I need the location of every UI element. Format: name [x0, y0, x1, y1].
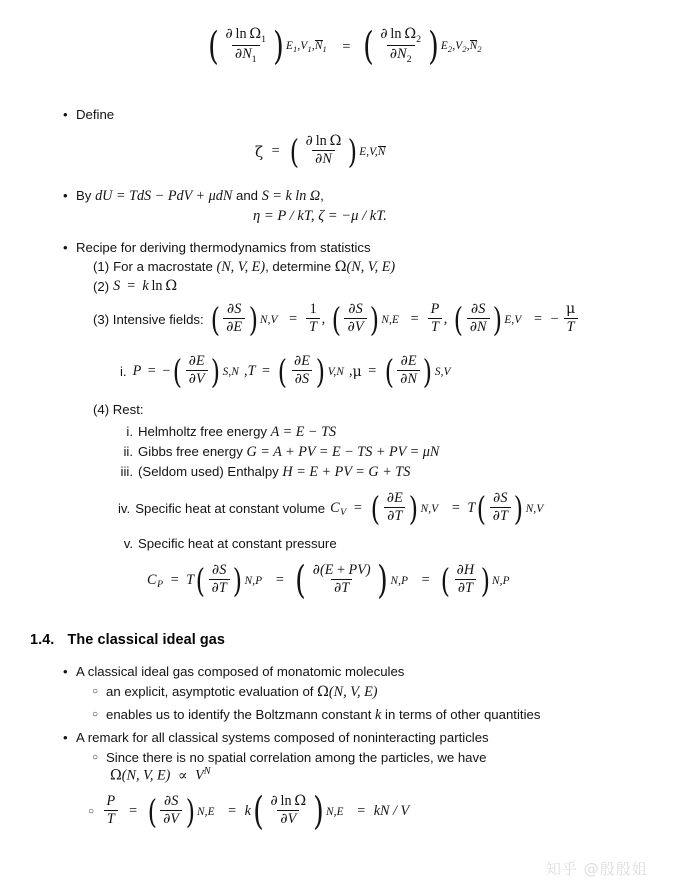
first-law-expression: dU = TdS − PdV + μdN [95, 188, 233, 204]
section-heading [30, 632, 225, 648]
entropy-definition: S = k ln Ω [113, 278, 178, 294]
explicit-evaluation-label: an explicit, asymptotic evaluation of [106, 684, 318, 699]
section-number: 1.4. [30, 632, 55, 648]
gibbs-expression: G = A + PV = E − TS + PV = μN [246, 444, 440, 460]
roman-numeral-v: v. [123, 536, 133, 551]
right-paren-icon: ) [369, 299, 380, 339]
bullet-dot-icon: • [63, 240, 68, 255]
no-spatial-correlation-label: Since there is no spatial correlation among the particles, we have [106, 750, 487, 765]
equals-sign: = [410, 311, 419, 328]
bullet-explicit-evaluation [92, 683, 378, 701]
left-paren-icon: ( [147, 791, 157, 831]
dS-dT: $\frac{\partial S}{\partial T}$ [209, 563, 230, 597]
bullet-dot-icon: • [63, 188, 68, 203]
d-EplusPV-dT: $\frac{\partial(E + PV)}{\partial T}$ [312, 561, 371, 596]
equals-sign: = [170, 572, 179, 589]
equals-sign: = [147, 363, 156, 380]
equation-specific-heat-volume [118, 488, 544, 528]
subscript-NE: N,E [381, 313, 400, 326]
step-1-content [113, 258, 395, 276]
left-paren-icon: ( [362, 24, 374, 69]
equation-equality-chemical-potential [206, 24, 482, 69]
macrostate-tuple: (N, V, E) [216, 259, 266, 275]
bullet-dot-icon: • [63, 730, 68, 745]
subscript-NV: N,V [259, 313, 278, 326]
dE-dN-group [383, 351, 451, 391]
rest-item-gibbs [118, 443, 439, 461]
bullet-remark-noninteracting [63, 729, 489, 746]
step-4-label: (4) Rest: [93, 402, 144, 417]
bullet-circle-icon: ○ [88, 805, 95, 817]
intensive-term-1 [209, 299, 278, 339]
step-1-text-b: , determine [265, 259, 335, 274]
bullet-define [63, 106, 114, 123]
left-paren-icon: ( [208, 24, 219, 69]
right-paren-icon: ) [492, 299, 503, 339]
explicit-evaluation-content [106, 683, 378, 701]
subscript-NP: N,P [244, 574, 263, 587]
by-prefix: By [76, 188, 96, 203]
right-paren-icon: ) [312, 789, 324, 834]
right-paren-icon: ) [316, 351, 326, 391]
helmholtz-label: Helmholtz free energy [138, 424, 271, 439]
subscript-lhs: $E_1,V_1,N_1$ [285, 40, 327, 55]
dS-dE: $\frac{\partial S}{\partial E}$ [223, 302, 245, 336]
equation-energy-conjugates [120, 351, 451, 391]
dH-dT: $\frac{\partial H}{\partial T}$ [456, 561, 475, 596]
left-paren-icon: ( [173, 351, 183, 391]
equals-sign: = [271, 143, 280, 160]
list-item-step-4 [93, 401, 144, 418]
step-1-number: (1) [93, 259, 110, 274]
bullet-ideal-gas-monatomic [63, 663, 404, 680]
roman-numeral-iv: iv. [118, 501, 131, 517]
right-paren-icon: ) [427, 24, 439, 69]
subscript-SV: S,V [434, 365, 451, 378]
roman-numeral-i: i. [126, 424, 133, 439]
dlnOmega-dV-group [251, 789, 344, 834]
equals-sign: = [289, 311, 298, 328]
subscript-NP: N,P [492, 574, 510, 587]
bullet-circle-icon: ○ [92, 709, 99, 720]
dE-dT-group [369, 488, 439, 528]
cp-label: Specific heat at constant pressure [138, 536, 337, 551]
enthalpy-content [138, 463, 410, 481]
dE-dT: $\frac{\partial E}{\partial T}$ [384, 491, 406, 525]
cp-symbol: CP [147, 571, 164, 591]
bullet-recipe [63, 239, 371, 256]
subscript-rhs: $E_2,V_2,N_2$ [440, 40, 482, 55]
partial-derivative-lhs: $\frac{\partial \ln \Omega_1}{\partial N_1}$ [225, 25, 267, 65]
one-over-T: $\frac{1}{T}$ [306, 302, 320, 336]
step-3-label: (3) Intensive fields: [93, 312, 204, 328]
enthalpy-expression: H = E + PV = G + TS [282, 464, 411, 480]
rest-item-helmholtz [118, 423, 336, 441]
right-paren-icon: ) [409, 488, 419, 528]
dS-dT-group [194, 560, 263, 600]
rest-item-enthalpy [118, 463, 410, 481]
dS-dV: $\frac{\partial S}{\partial V}$ [344, 302, 366, 336]
roman-numeral-i: i. [120, 364, 127, 380]
left-paren-icon: ( [289, 131, 300, 171]
left-paren-icon: ( [384, 351, 394, 391]
comma: , [321, 311, 326, 328]
rest-item-specific-heat-pressure [118, 535, 337, 552]
P-over-T: $\frac{P}{T}$ [428, 302, 443, 336]
omega-proportional-expression: Ω(N, V, $E) \propto V^N$ [110, 766, 211, 784]
comma: , [443, 311, 448, 328]
T-prefix: T [186, 572, 195, 589]
bullet-dot-icon: • [63, 107, 68, 122]
temperature-symbol: T [247, 363, 256, 380]
equals-sign: = [261, 363, 270, 380]
bullet-dot-icon: • [63, 664, 68, 679]
bullet-no-spatial-correlation [92, 749, 486, 766]
dE-dN: $\frac{\partial E}{\partial N}$ [397, 354, 420, 388]
ideal-gas-monatomic-label: A classical ideal gas composed of monatomic molecules [76, 664, 405, 679]
bullet-by-du-content [76, 187, 324, 205]
step-2-number: (2) [93, 279, 110, 294]
pressure-symbol: P [132, 363, 142, 380]
list-item-step-1 [93, 258, 395, 276]
right-paren-icon: ) [210, 351, 221, 391]
left-paren-icon: ( [454, 299, 464, 339]
cv-symbol: CV [330, 499, 347, 519]
mu-over-T: $\frac{\mu}{T}$ [563, 302, 578, 336]
dE-dV: $\frac{\partial E}{\partial V}$ [186, 354, 208, 388]
cv-label: Specific heat at constant volume [135, 501, 326, 517]
minus-sign: − [550, 311, 559, 328]
T-prefix: T [467, 500, 476, 517]
equals-sign: = [129, 803, 138, 820]
boltzmann-text-b: in terms of other quantities [381, 707, 541, 722]
equation-omega-proportional [110, 766, 211, 785]
equals-sign: = [228, 803, 237, 820]
boltzmann-coefficient: k [244, 803, 251, 820]
minus-sign: − [162, 363, 171, 380]
roman-numeral-ii: ii. [123, 444, 133, 459]
omega-function: Ω(N, V, E) [334, 259, 396, 275]
right-paren-icon: ) [233, 560, 243, 600]
gibbs-content [138, 443, 439, 461]
section-title: The classical ideal gas [67, 632, 225, 648]
right-paren-icon: ) [347, 131, 357, 171]
mu-symbol: μ [352, 363, 362, 380]
left-paren-icon: ( [371, 488, 381, 528]
dE-dV-group [171, 351, 240, 391]
right-paren-icon: ) [377, 558, 388, 603]
comma: , [348, 363, 353, 380]
eta-zeta-expression: η = P / kT, ζ = −μ / kT. [253, 208, 387, 224]
subscript-NE: N,E [325, 805, 344, 818]
left-paren-icon: ( [210, 299, 220, 339]
helmholtz-content [138, 423, 336, 441]
comma: , [320, 188, 324, 203]
equation-specific-heat-pressure [147, 558, 510, 603]
left-paren-icon: ( [195, 560, 206, 600]
dH-dT-group [439, 560, 510, 600]
left-paren-icon: ( [253, 789, 264, 834]
intensive-term-3 [452, 299, 522, 339]
right-paren-icon: ) [272, 24, 284, 69]
gibbs-label: Gibbs free energy [138, 444, 247, 459]
subscript-EV: E,V [504, 313, 522, 326]
equation-zeta-definition [255, 131, 386, 171]
boltzmann-text-a: enables us to identify the Boltzmann constant [106, 707, 376, 722]
boltzmann-k-symbol: k [375, 707, 382, 723]
dlnOmega-dV: $\frac{\text{∂ ln Ω}}{\partial V}$ [270, 792, 307, 827]
enthalpy-label: (Seldom used) Enthalpy [138, 464, 283, 479]
subscript-NV: N,V [420, 502, 439, 515]
equals-sign: = [451, 500, 460, 517]
partial-derivative-rhs: $\frac{\partial \ln \Omega_2}{\partial N_2}$ [380, 25, 422, 65]
paren-group-right [361, 24, 482, 69]
equals-sign: = [353, 500, 362, 517]
dS-dV-group [146, 791, 215, 831]
bullet-circle-icon: ○ [92, 686, 99, 697]
subscript-VN: V,N [327, 365, 344, 378]
bullet-by-du [63, 187, 324, 205]
list-item-step-2 [93, 278, 177, 295]
roman-numeral-iii: iii. [120, 464, 133, 479]
P-over-T: $\frac{P}{T}$ [104, 794, 119, 828]
subscript-NE: N,E [196, 805, 215, 818]
equals-sign: = [342, 38, 351, 55]
equals-sign: = [357, 803, 366, 820]
left-paren-icon: ( [278, 351, 288, 391]
right-paren-icon: ) [248, 299, 258, 339]
partial-derivative: $\frac{\text{∂ ln Ω}}{\partial N}$ [305, 132, 342, 167]
dE-dS-group [276, 351, 344, 391]
equation-eta-zeta-values [253, 208, 387, 225]
subscript-NP: N,P [390, 574, 409, 587]
left-paren-icon: ( [331, 299, 342, 339]
and-connector: and [232, 188, 262, 203]
subscript-evn: E,V,N [359, 145, 386, 158]
equals-sign: = [533, 311, 542, 328]
bullet-define-label: Define [76, 107, 115, 122]
dE-dS: $\frac{\partial E}{\partial S}$ [291, 354, 313, 388]
step-1-text-a: For a macrostate [113, 259, 217, 274]
right-paren-icon: ) [423, 351, 433, 391]
boltzmann-entropy-expression: S = k ln Ω [261, 188, 321, 204]
subscript-NV: N,V [525, 502, 544, 515]
right-paren-icon: ) [480, 560, 490, 600]
left-paren-icon: ( [440, 560, 451, 600]
dS-dT-group [475, 488, 544, 528]
omega-function: Ω(N, V, E) [317, 684, 378, 700]
equation-pressure-over-temperature [88, 789, 410, 834]
paren-group [288, 131, 386, 171]
comma: , [244, 363, 248, 380]
intensive-term-2 [330, 299, 400, 339]
ideal-gas-result: kN / V [373, 803, 410, 820]
bullet-boltzmann-constant [92, 706, 540, 724]
zeta-symbol: ζ [255, 142, 264, 161]
equation-intensive-fields [93, 299, 580, 339]
right-paren-icon: ) [514, 488, 524, 528]
bullet-circle-icon: ○ [92, 752, 99, 763]
bullet-recipe-label: Recipe for deriving thermodynamics from statistics [76, 240, 371, 255]
dS-dT: $\frac{\partial S}{\partial T}$ [490, 491, 511, 525]
right-paren-icon: ) [185, 791, 195, 831]
helmholtz-expression: A = E − TS [270, 424, 337, 440]
subscript-SN: S,N [222, 365, 240, 378]
left-paren-icon: ( [477, 488, 487, 528]
d-E-plus-PV-dT-group [293, 558, 409, 603]
watermark: 知乎 @殷殷姐 [546, 860, 648, 878]
equals-sign: = [275, 572, 284, 589]
dS-dV: $\frac{\partial S}{\partial V}$ [160, 794, 182, 828]
equals-sign: = [421, 572, 430, 589]
equals-sign: = [368, 363, 377, 380]
paren-group-left [206, 24, 327, 69]
remark-noninteracting-label: A remark for all classical systems composed of noninteracting particles [76, 730, 489, 745]
dS-dN: $\frac{\partial S}{\partial N}$ [467, 302, 490, 336]
left-paren-icon: ( [295, 558, 307, 603]
boltzmann-constant-content [106, 706, 540, 724]
